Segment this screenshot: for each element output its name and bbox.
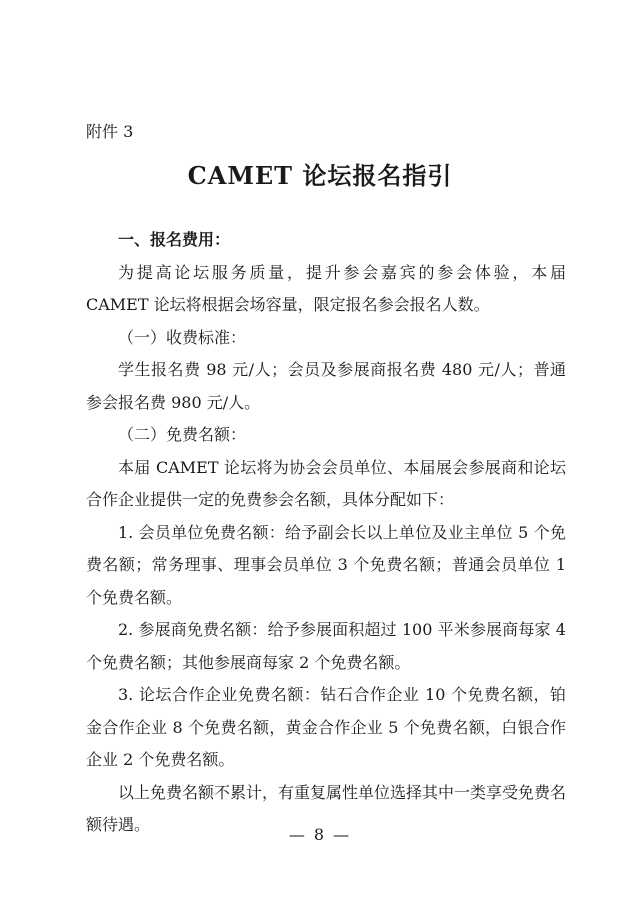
subheading-fee-standard: （一）收费标准： [118, 327, 247, 347]
subheading-free-quota: （二）免费名额： [118, 425, 247, 444]
document-title: CAMET 论坛报名指引 [187, 161, 453, 190]
list-item-member-quota: 1. 会员单位免费名额：给予副会长以上单位及业主单位 5 个免费名额；常务理事、理事会员单位 3 个免费名额；普通会员单位 1 个免费名额。 [86, 522, 566, 607]
attachment-label: 附件 3 [86, 122, 134, 141]
paragraph-free-quota-intro: 本届 CAMET 论坛将为协会会员单位、本届展会参展商和论坛合作企业提供一定的免费参会名额，具体分配如下： [86, 457, 566, 509]
paragraph-intro: 为提高论坛服务质量，提升参会嘉宾的参会体验，本届 CAMET 论坛将根据会场容量，限定报名参会报名人数。 [86, 262, 566, 314]
list-item-partner-quota: 3. 论坛合作企业免费名额：钻石合作企业 10 个免费名额，铂金合作企业 8 个免费名额，黄金合作企业 5 个免费名额，白银合作企业 2 个免费名额。 [86, 685, 566, 769]
paragraph-note: 以上免费名额不累计，有重复属性单位选择其中一类享受免费名额待遇。 [86, 782, 567, 834]
document-body [86, 224, 566, 842]
list-item-exhibitor-quota: 2. 参展商免费名额：给予参展面积超过 100 平米参展商每家 4 个免费名额；其他参展商每家 2 个免费名额。 [86, 620, 566, 672]
paragraph-fee-standard: 学生报名费 98 元/人；会员及参展商报名费 480 元/人；普通参会报名费 980 元/人。 [86, 360, 566, 412]
section-heading-fees: 一、报名费用： [118, 230, 231, 249]
page-number: — 8 — [288, 825, 352, 844]
